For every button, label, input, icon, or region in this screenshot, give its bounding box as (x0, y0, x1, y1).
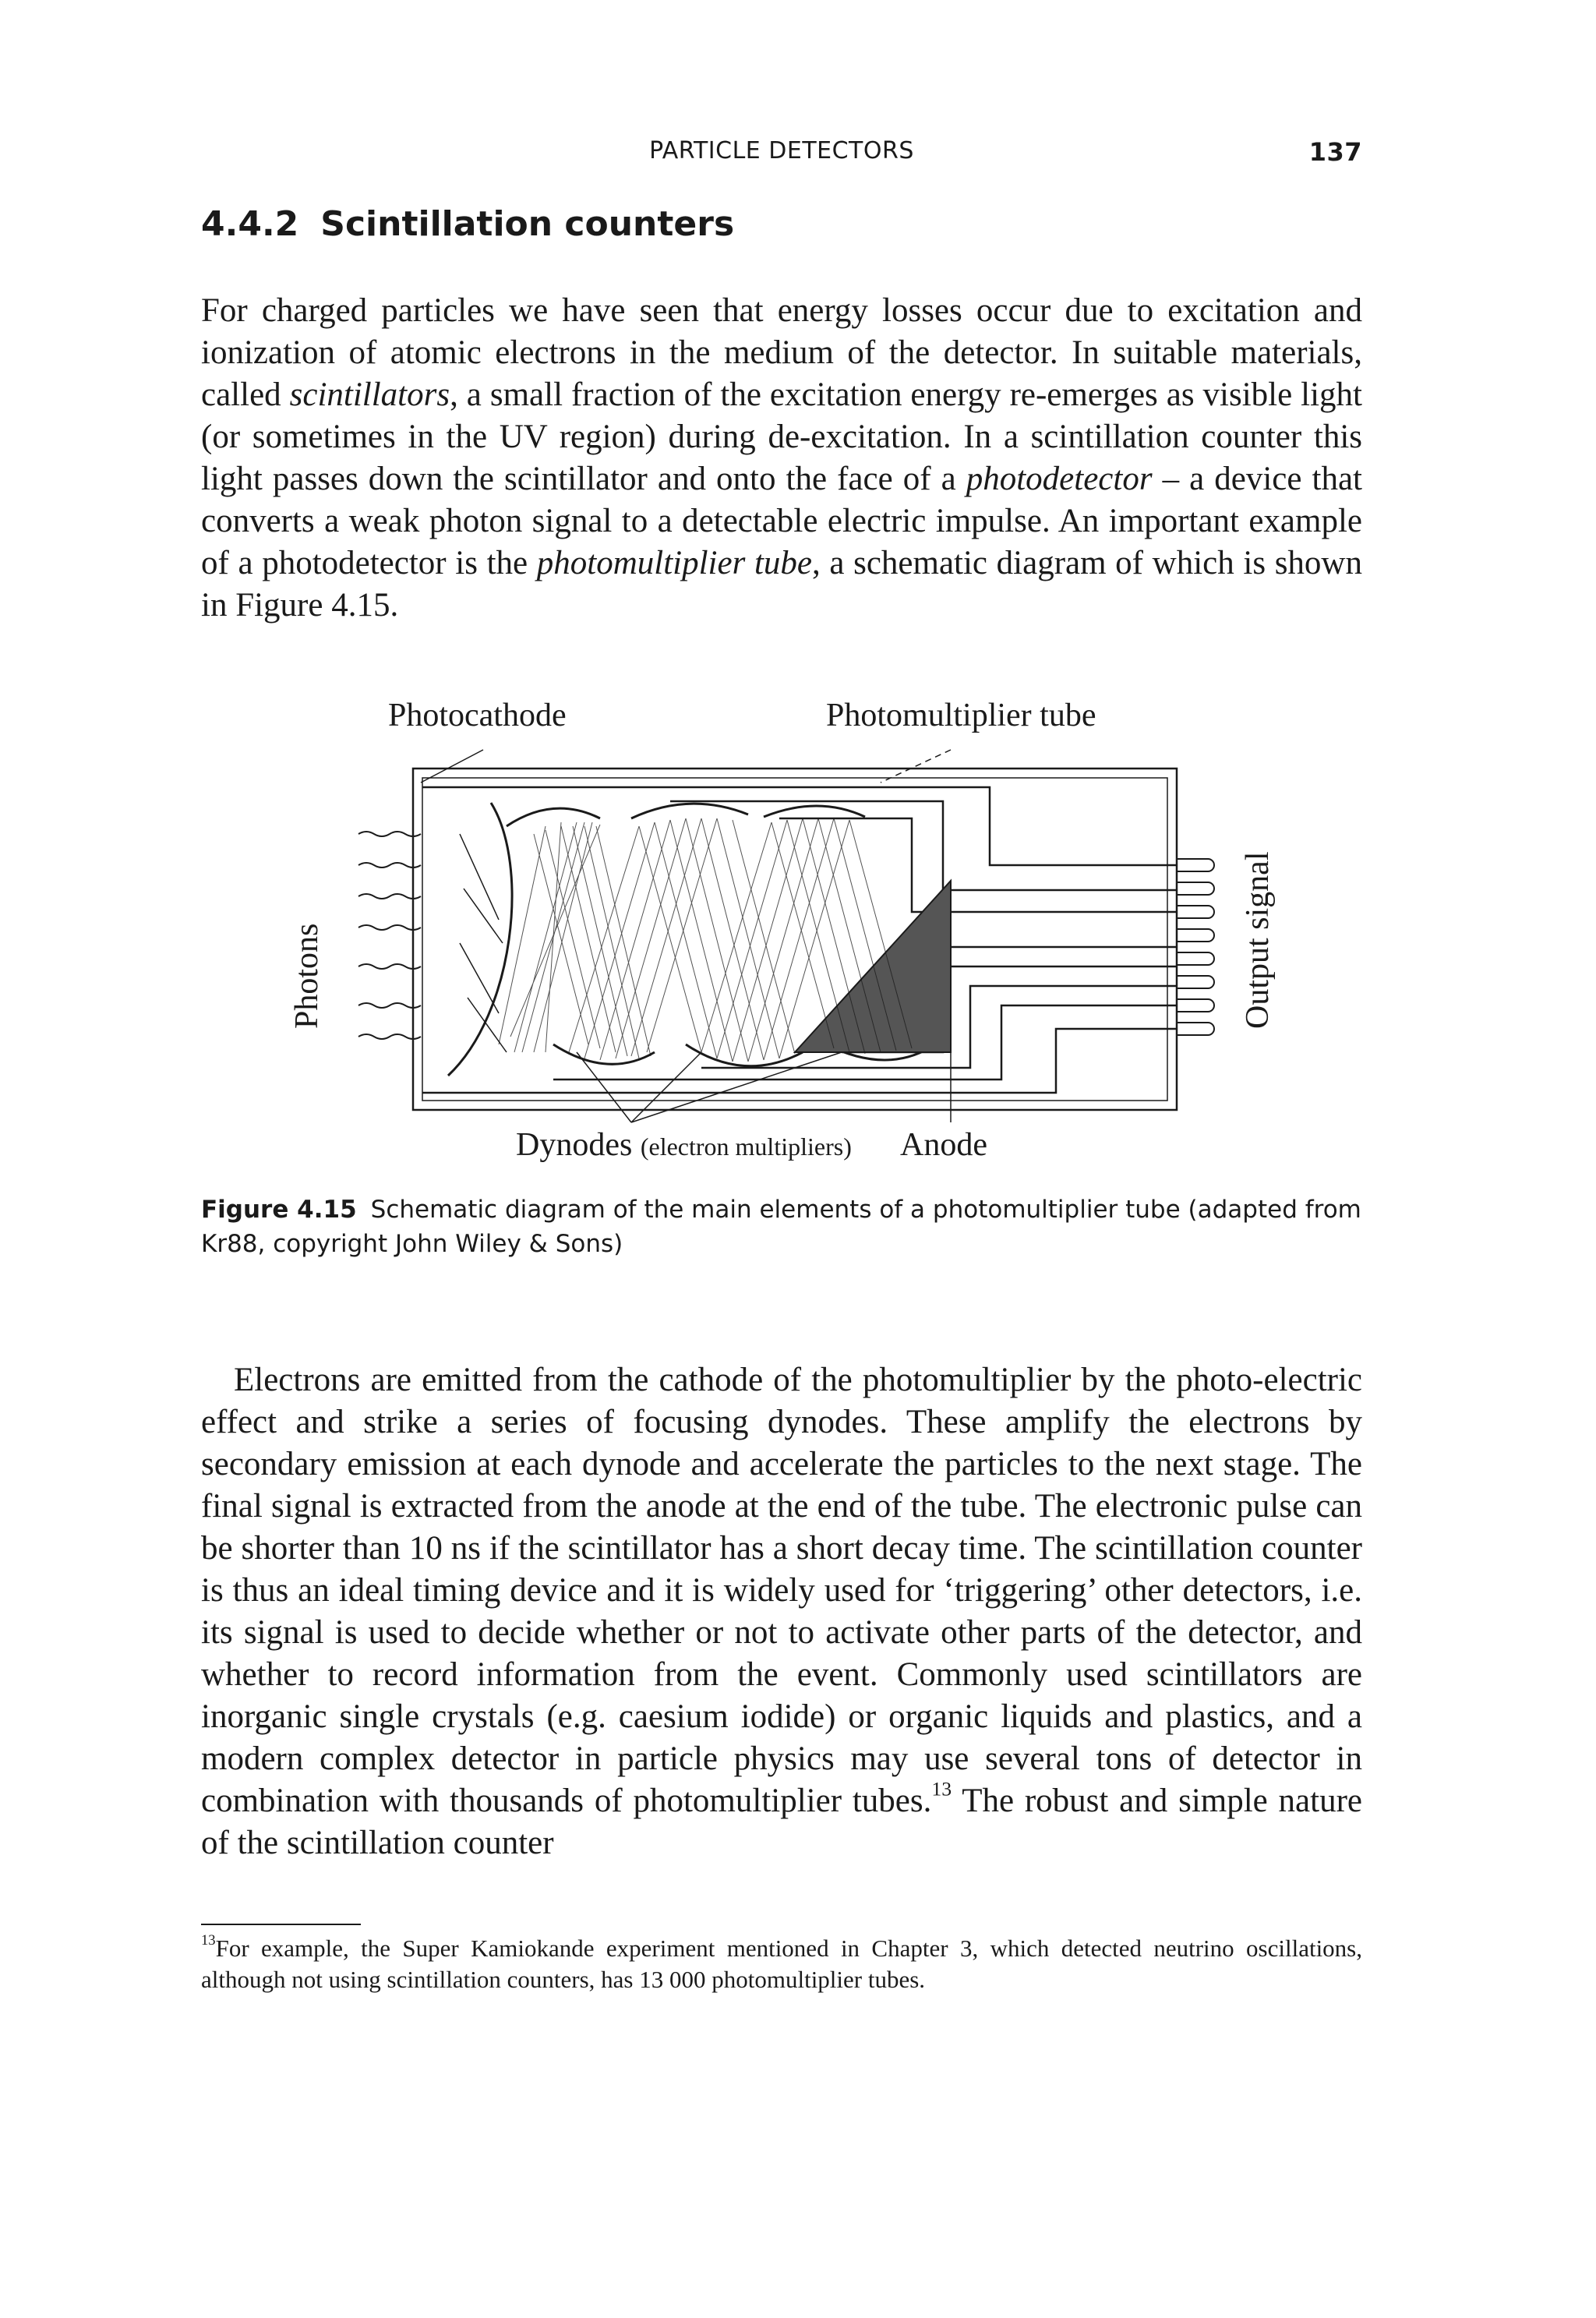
running-title: PARTICLE DETECTORS (649, 137, 914, 164)
text-run: The robust and simple nature of the scintillation counter (201, 1783, 1362, 1861)
text-run: Electrons are emitted from the cathode of the photomultiplier by the photo-electric effect and strike a series of focusing dynodes. These amplify the electrons by secondary emission at each dynode and accelerate the particles to the next stage. The final signal is extracted from the anode at the end of the tube. The electronic pulse can be shorter than 10 ns if the scintillator has a short decay time. The scintillation counter is thus an ideal timing device and it is widely used for ‘triggering’ other detectors, i.e. its signal is used to decide whether or not to activate other parts of the detector, and whether to record information from the event. Commonly used scintillators are inorganic single crystals (e.g. caesium iodide) or organic liquids and plastics, and a modern complex detector in particle physics may use several tons of detector in combination with thousands of photomultiplier tubes. (201, 1362, 1362, 1819)
label-dynodes-text: Dynodes (516, 1127, 633, 1163)
term-photomultiplier-tube: photomultiplier tube (536, 545, 812, 581)
dynode-5 (764, 806, 865, 817)
wire-2 (422, 1029, 1177, 1093)
output-pins (1177, 859, 1214, 1035)
label-output-signal: Output signal (1240, 851, 1276, 1029)
label-photons: Photons (289, 923, 325, 1029)
footnote-marker: 13 (201, 1932, 216, 1949)
text-run: , a schematic diagram of which is shown in Figure 4.15. (201, 545, 1362, 624)
page-number: 137 (1308, 137, 1362, 167)
label-dynodes (516, 1126, 852, 1164)
dynode-1 (507, 808, 600, 826)
photon-rays (460, 834, 507, 1052)
photocathode (448, 803, 512, 1076)
figure-photomultiplier (265, 686, 1301, 1169)
term-scintillators: scintillators (289, 376, 450, 413)
section-title: Scintillation counters (320, 204, 735, 244)
text-run: – a device that converts a weak photon signal to a detectable electric impulse. An important example of a photodetector is the (201, 461, 1362, 581)
text-run: , a small fraction of the excitation energy re-emerges as visible light (or sometimes in the UV region) during de-excitation. In a scintillation counter this light passes down the scintillator and onto the face of a (201, 376, 1362, 497)
label-anode: Anode (900, 1127, 987, 1163)
paragraph-photomultiplier (201, 1359, 1362, 1864)
footnote-rule (201, 1924, 361, 1925)
figure-caption (201, 1193, 1362, 1261)
label-dynodes-note: (electron multipliers) (640, 1132, 852, 1161)
wire-1 (422, 787, 1177, 865)
running-head (201, 137, 1362, 171)
dynode-3 (631, 804, 748, 818)
tube-casing (413, 769, 1177, 1110)
label-photomultiplier-tube: Photomultiplier tube (826, 698, 1096, 733)
caption-figure-id: Figure 4.15 (201, 1196, 357, 1224)
footnote-text: For example, the Super Kamiokande experiment mentioned in Chapter 3, which detected neutrino oscillations, although not using scintillation counters, has 13 000 photomultiplier tubes. (201, 1935, 1362, 1993)
section-number: 4.4.2 (201, 204, 299, 244)
label-photocathode: Photocathode (388, 698, 567, 733)
caption-text: Schematic diagram of the main elements of a photomultiplier tube (adapted from Kr88, copyright John Wiley & Sons) (201, 1196, 1361, 1258)
footnote (201, 1933, 1362, 1995)
paragraph-intro (201, 290, 1362, 627)
text-run: For charged particles we have seen that energy losses occur due to excitation and ionization of atomic electrons in the medium of the detector. In suitable materials, called (201, 292, 1362, 413)
photomultiplier-diagram (265, 686, 1301, 1169)
footnote-reference: 13 (931, 1777, 952, 1800)
term-photodetector: photodetector (966, 461, 1153, 497)
section-heading (201, 204, 734, 244)
leader-dynodes (577, 1052, 842, 1122)
photon-arrows (358, 832, 421, 1039)
